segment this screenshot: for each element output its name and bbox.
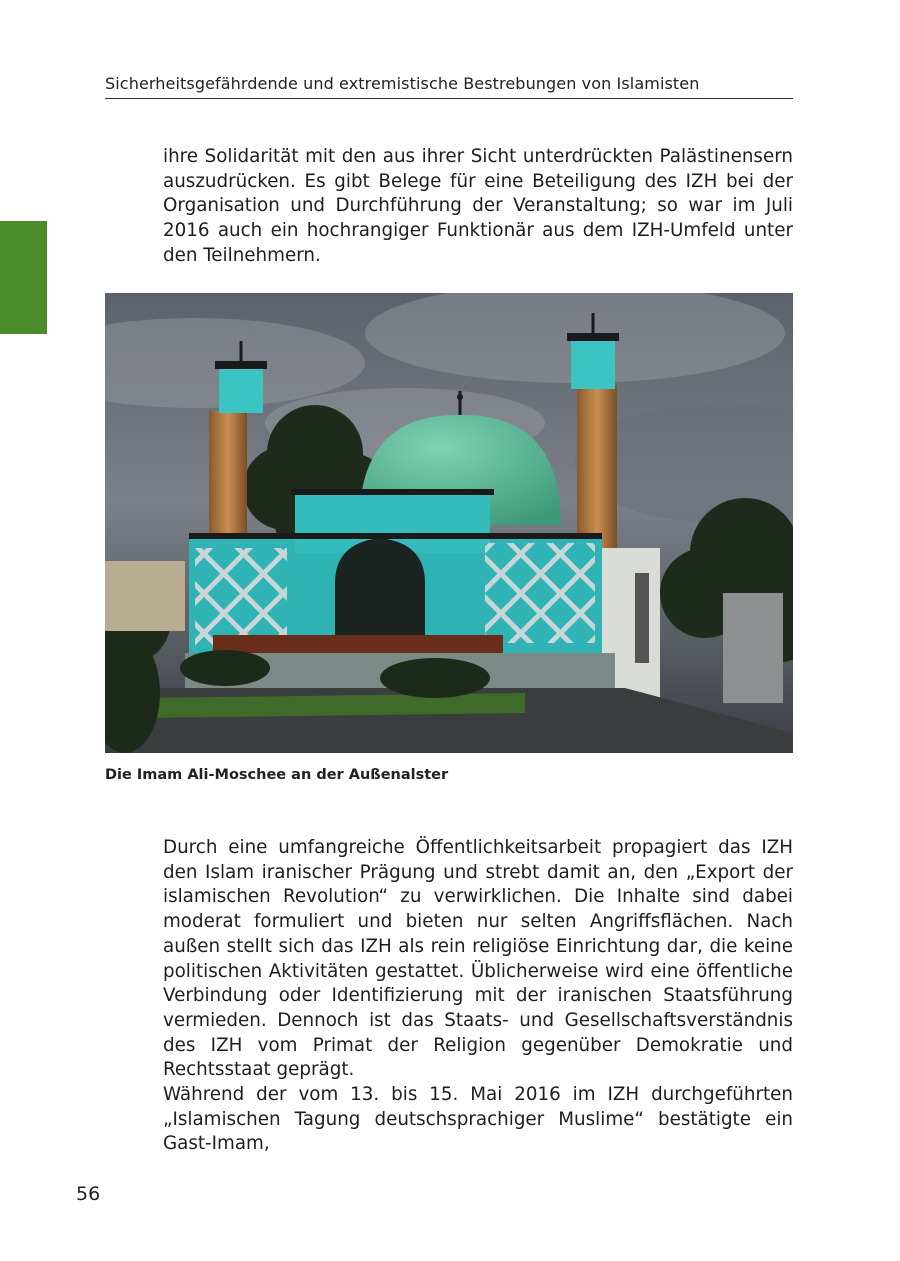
mosque-photo bbox=[105, 293, 793, 753]
running-head: Sicherheitsgefährdende und extremistische Bestrebungen von Islamisten bbox=[105, 74, 793, 99]
body-paragraph-2: Durch eine umfangreiche Öffentlichkeitsarbeit propagiert das IZH den Islam iranischer Prägung und strebt damit an, den „Export der islamischen Revolution“ zu verwirklichen. Die Inhalte sind dabei moderat formuliert und bieten nur selten Angriffsflächen. Nach außen stellt sich das IZH als rein religiöse Einrichtung dar, die keine politischen Aktivitäten gestattet. Üblicherweise wird eine öffentliche Verbindung oder Identifizierung mit der iranischen Staatsführung vermieden. Dennoch ist das Staats- und Gesellschaftsverständnis des IZH vom Primat der Religion gegenüber Demokratie und Rechtsstaat geprägt. bbox=[163, 837, 793, 1081]
chapter-tab-marker bbox=[0, 221, 47, 334]
body-paragraph-3: Während der vom 13. bis 15. Mai 2016 im IZH durchgeführten „Islamischen Tagung deutschsprachiger Muslime“ bestätigte ein Gast-Imam, bbox=[163, 1084, 793, 1155]
body-paragraph-1: ihre Solidarität mit den aus ihrer Sicht unterdrückten Palästinensern auszudrücken. Es gibt Belege für eine Beteiligung des IZH bei der Organisation und Durchführung der Veranstaltung; so war im Juli 2016 auch ein hochrangiger Funktionär aus dem IZH-Umfeld unter den Teilnehmern. bbox=[163, 146, 793, 266]
figure-caption: Die Imam Ali-Moschee an der Außenalster bbox=[105, 767, 449, 783]
page-number: 56 bbox=[76, 1183, 101, 1205]
